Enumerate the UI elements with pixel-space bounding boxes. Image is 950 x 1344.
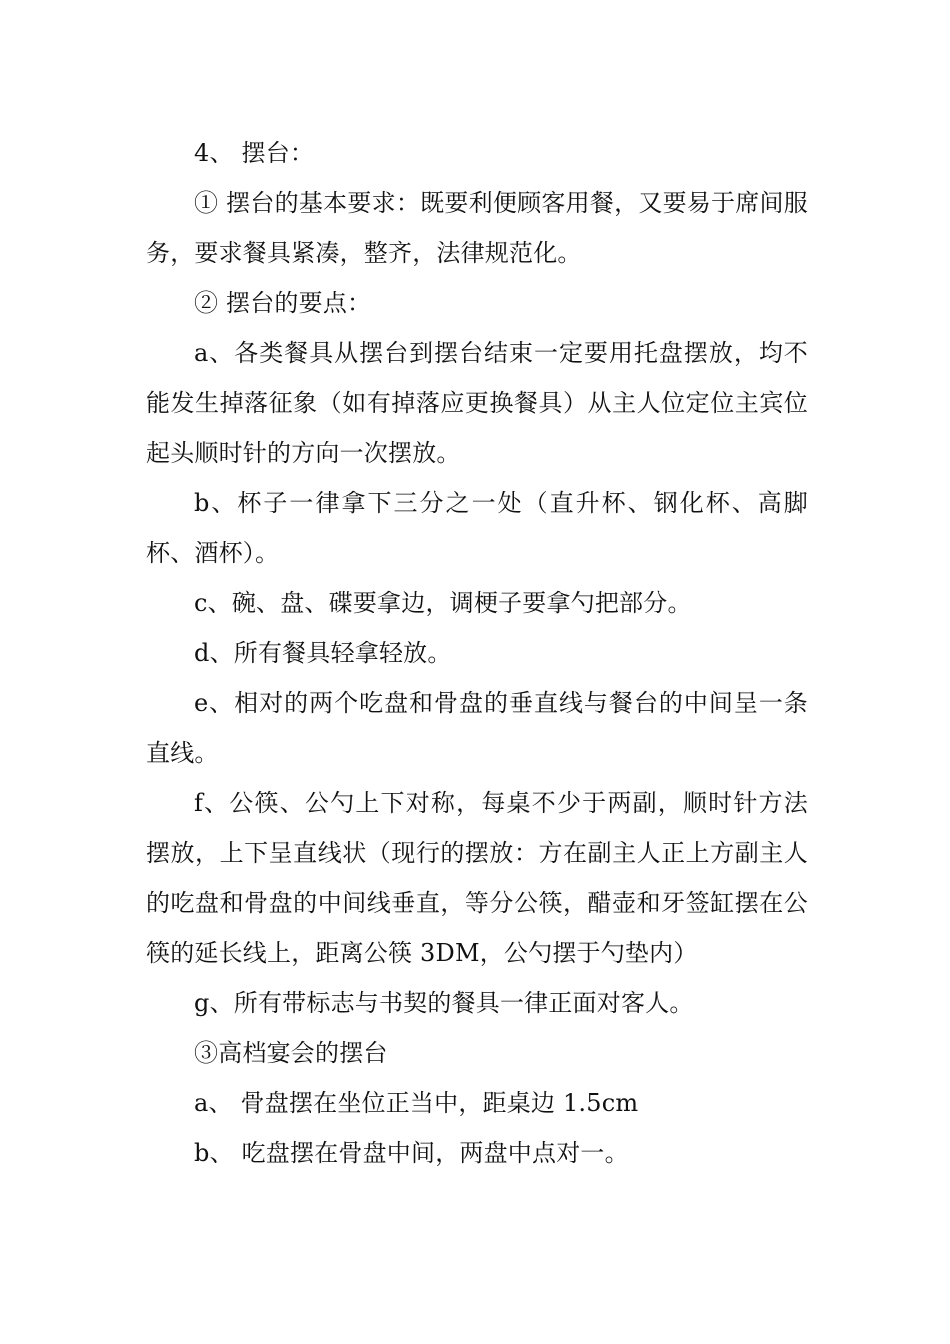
paragraph-item-g: g、所有带标志与书契的餐具一律正面对客人。 — [194, 989, 694, 1017]
paragraph-basic-requirements: ① 摆台的基本要求：既要利便顾客用餐，又要易于席间服务，要求餐具紧凑，整齐，法律规范化。 — [146, 189, 808, 267]
subheading-banquet-setting: ③高档宴会的摆台 — [194, 1039, 388, 1067]
paragraph-banquet-a: a、 骨盘摆在坐位正当中，距桌边 1.5cm — [194, 1089, 639, 1117]
subheading-key-points: ② 摆台的要点： — [194, 289, 372, 317]
paragraph-item-a: a、各类餐具从摆台到摆台结束一定要用托盘摆放，均不能发生掉落征象（如有掉落应更换餐具）从主人位定位主宾位起头顺时针的方向一次摆放。 — [146, 339, 808, 467]
paragraph-item-c: c、碗、盘、碟要拿边，调梗子要拿勺把部分。 — [194, 589, 692, 617]
paragraph-item-f: f、公筷、公勺上下对称，每桌不少于两副，顺时针方法摆放，上下呈直线状（现行的摆放：方在副主人正上方副主人的吃盘和骨盘的中间线垂直，等分公筷，醋壶和牙签缸摆在公筷的延长线上，距离公筷 3DM，公勺摆于勺垫内） — [146, 789, 808, 967]
section-heading-setting: 4、 摆台： — [194, 139, 315, 167]
document-body — [146, 128, 808, 1178]
paragraph-banquet-b: b、 吃盘摆在骨盘中间，两盘中点对一。 — [194, 1139, 629, 1167]
paragraph-item-b: b、杯子一律拿下三分之一处（直升杯、钢化杯、高脚杯、酒杯）。 — [146, 489, 808, 567]
paragraph-item-d: d、所有餐具轻拿轻放。 — [194, 639, 452, 667]
paragraph-item-e: e、相对的两个吃盘和骨盘的垂直线与餐台的中间呈一条直线。 — [146, 689, 808, 767]
